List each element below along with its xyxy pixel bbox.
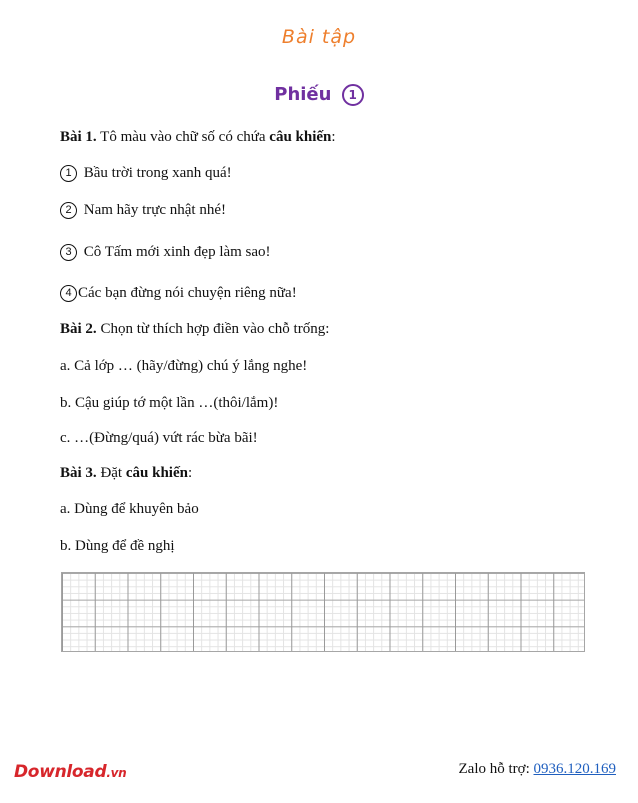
exercise-3-item: b. Dùng để đề nghị <box>60 538 175 554</box>
support-label: Zalo hỗ trợ: <box>458 761 534 777</box>
exercise-1-label: Bài 1. <box>60 129 97 145</box>
exercise-1-colon: : <box>331 129 336 145</box>
exercise-1-option <box>60 202 226 219</box>
exercise-1-keyword: câu khiến <box>269 129 332 145</box>
worksheet-number: 1 <box>342 84 364 106</box>
exercise-3-item: a. Dùng để khuyên bảo <box>60 501 199 517</box>
exercise-1-option <box>60 165 232 182</box>
exercise-1-text: Tô màu vào chữ số có chứa <box>96 129 270 145</box>
exercise-2-label: Bài 2. <box>60 321 97 337</box>
page-title: Bài tập <box>281 26 357 48</box>
writing-grid[interactable] <box>61 572 585 652</box>
worksheet-title <box>0 84 638 106</box>
brand-tld: .vn <box>106 766 127 780</box>
option-text: Các bạn đừng nói chuyện riêng nữa! <box>78 285 297 301</box>
exercise-2-item: b. Cậu giúp tớ một lần …(thôi/lắm)! <box>60 395 279 411</box>
option-text: Cô Tấm mới xinh đẹp làm sao! <box>80 244 271 260</box>
exercise-3-keyword: câu khiến <box>125 465 188 481</box>
exercise-1-option <box>60 244 271 261</box>
option-number-circle[interactable]: 4 <box>60 285 77 302</box>
exercise-3-colon: : <box>187 465 193 481</box>
option-number-circle[interactable]: 3 <box>60 244 77 261</box>
download-logo[interactable] <box>14 762 126 782</box>
exercise-3-instruction <box>60 465 192 482</box>
exercise-1-instruction <box>60 129 336 146</box>
option-number-circle[interactable]: 1 <box>60 165 77 182</box>
exercise-3-label: Bài 3. <box>60 465 97 481</box>
support-phone-link[interactable]: 0936.120.169 <box>533 761 616 777</box>
zalo-support <box>459 761 617 778</box>
brand-name: Download <box>14 762 107 782</box>
exercise-2-instruction <box>60 321 329 338</box>
exercise-2-item: c. …(Đừng/quá) vứt rác bừa bãi! <box>60 430 258 446</box>
option-number-circle[interactable]: 2 <box>60 202 77 219</box>
exercise-2-text: Chọn từ thích hợp điền vào chỗ trống: <box>96 321 330 337</box>
option-text: Nam hãy trực nhật nhé! <box>80 202 226 218</box>
option-text: Bầu trời trong xanh quá! <box>80 165 232 181</box>
exercise-3-text: Đặt <box>96 465 126 481</box>
exercise-1-option <box>60 285 297 302</box>
worksheet-label: Phiếu <box>274 84 332 105</box>
exercise-2-item: a. Cả lớp … (hãy/đừng) chú ý lắng nghe! <box>60 358 308 374</box>
